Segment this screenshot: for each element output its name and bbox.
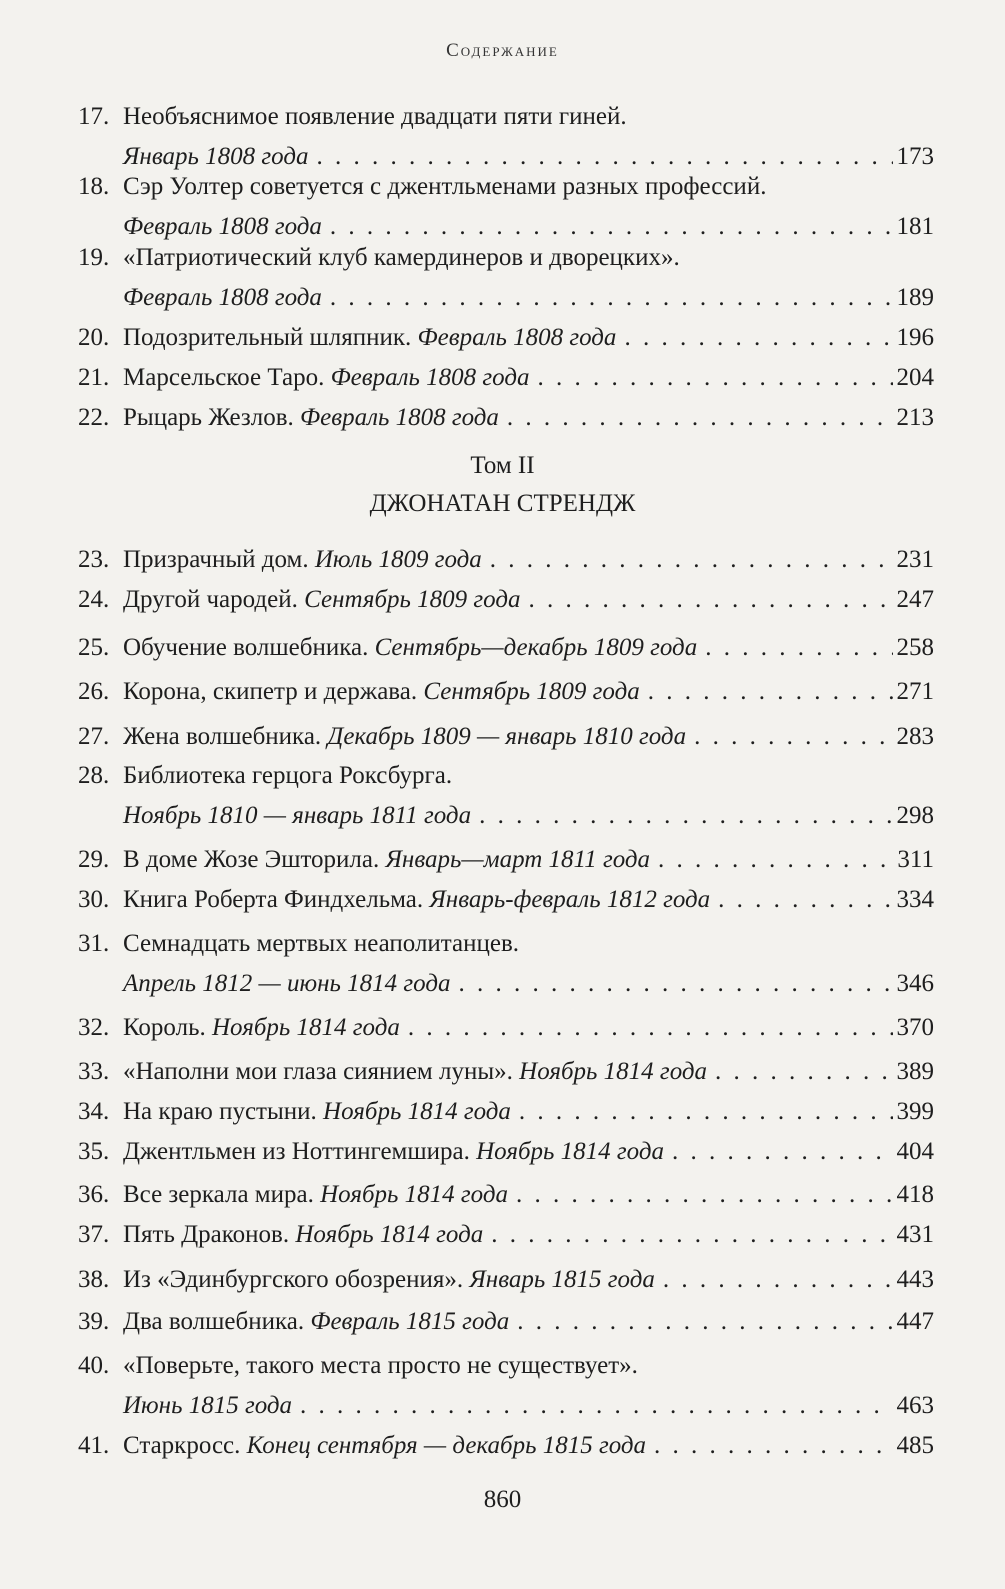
- entry-title: Сэр Уолтер советуется с джентльменами разных профессий.: [123, 173, 767, 200]
- toc-entry: [78, 398, 934, 438]
- dot-leader: [330, 278, 893, 318]
- entry-line: [78, 238, 934, 278]
- entry-date: Сентябрь 1809 года: [423, 678, 640, 705]
- toc-entry: [78, 1260, 934, 1300]
- entry-date: Сентябрь—декабрь 1809 года: [374, 634, 698, 661]
- toc-entry: [78, 672, 934, 712]
- entry-title: Старкросс.: [123, 1432, 241, 1459]
- entry-date: Февраль 1815 года: [310, 1308, 510, 1335]
- entry-date: Январь—март 1811 года: [385, 846, 651, 873]
- entry-title: Из «Эдинбургского обозрения».: [123, 1266, 464, 1293]
- entry-number: 18.: [78, 173, 110, 200]
- toc-entry: [78, 167, 934, 247]
- entry-page: 463: [896, 1392, 934, 1419]
- entry-title: Король.: [123, 1014, 206, 1041]
- entry-number: 24.: [78, 586, 110, 613]
- dot-leader: [648, 672, 893, 712]
- entry-number: 19.: [78, 244, 110, 271]
- entry-date: Ноябрь 1814 года: [211, 1014, 400, 1041]
- dot-leader: [491, 1215, 892, 1255]
- entry-number: 27.: [78, 723, 110, 750]
- entry-page: 258: [896, 634, 934, 661]
- entry-number: 22.: [78, 404, 110, 431]
- entry-number: 17.: [78, 103, 110, 130]
- entry-page: 370: [896, 1014, 934, 1041]
- dot-leader: [529, 580, 893, 620]
- toc-entry: [78, 756, 934, 836]
- entry-date: Июнь 1815 года: [123, 1392, 293, 1419]
- entry-date: Ноябрь 1814 года: [320, 1181, 508, 1208]
- entry-page: 271: [896, 678, 934, 705]
- dot-leader: [705, 628, 892, 668]
- entry-title: «Патриотический клуб камердинеров и дворецких».: [123, 244, 680, 271]
- dot-leader: [715, 1052, 892, 1092]
- dot-leader: [718, 880, 892, 920]
- toc-entry: [78, 580, 934, 620]
- running-header: Содержание: [446, 40, 559, 61]
- entry-date: Сентябрь 1809 года: [304, 586, 521, 613]
- entry-line: [78, 717, 934, 757]
- entry-title: «Поверьте, такого места просто не существует».: [123, 1352, 638, 1379]
- entry-title: Все зеркала мира.: [123, 1181, 314, 1208]
- entry-line: [78, 1092, 934, 1132]
- entry-page: 298: [896, 802, 934, 829]
- entry-date: Январь-февраль 1812 года: [429, 886, 711, 913]
- entry-title: Другой чародей.: [123, 586, 298, 613]
- entry-title: На краю пустыни.: [123, 1098, 317, 1125]
- entry-title: Обучение волшебника.: [123, 634, 369, 661]
- dot-leader: [694, 717, 892, 757]
- entry-date: Январь 1808 года: [123, 143, 309, 170]
- toc-entry: [78, 540, 934, 580]
- entry-date: Ноябрь 1814 года: [323, 1098, 511, 1125]
- entry-number: 25.: [78, 634, 110, 661]
- entry-number: 23.: [78, 546, 110, 573]
- dot-leader: [663, 1260, 893, 1300]
- entry-page: 485: [896, 1432, 934, 1459]
- entry-page: 213: [896, 404, 934, 431]
- toc-entry: [78, 1052, 934, 1092]
- dot-leader: [490, 540, 893, 580]
- dot-leader: [654, 1426, 892, 1466]
- toc-entry: [78, 717, 934, 757]
- entry-line: [78, 1386, 934, 1426]
- entry-line: [78, 278, 934, 318]
- entry-title: «Наполни мои глаза сиянием луны».: [123, 1058, 513, 1085]
- page-number: 860: [483, 1486, 522, 1513]
- entry-line: [78, 1260, 934, 1300]
- entry-line: [78, 398, 934, 438]
- dot-leader: [408, 1008, 893, 1048]
- entry-number: 20.: [78, 324, 110, 351]
- entry-line: [78, 964, 934, 1004]
- entry-number: 32.: [78, 1014, 110, 1041]
- entry-line: [78, 1008, 934, 1048]
- toc-entry: [78, 1346, 934, 1426]
- entry-line: [78, 1302, 934, 1342]
- entry-page: 181: [896, 213, 934, 240]
- entry-line: [78, 924, 934, 964]
- entry-page: 204: [896, 364, 934, 391]
- entry-line: [78, 1132, 934, 1172]
- entry-line: [78, 167, 934, 207]
- dot-leader: [624, 318, 892, 358]
- entry-number: 29.: [78, 846, 110, 873]
- entry-title: Жена волшебника.: [123, 723, 322, 750]
- entry-line: [78, 318, 934, 358]
- entry-date: Ноябрь 1814 года: [295, 1221, 484, 1248]
- entry-number: 28.: [78, 762, 110, 789]
- entry-line: [78, 1052, 934, 1092]
- entry-page: 283: [896, 723, 934, 750]
- toc-entry: [78, 628, 934, 668]
- toc-entry: [78, 1302, 934, 1342]
- entry-page: 311: [897, 846, 934, 873]
- entry-page: 389: [896, 1058, 934, 1085]
- entry-line: [78, 580, 934, 620]
- toc-entry: [78, 1426, 934, 1466]
- entry-number: 33.: [78, 1058, 110, 1085]
- entry-title: Семнадцать мертвых неаполитанцев.: [123, 930, 520, 957]
- entry-title: В доме Жозе Эшторила.: [123, 846, 380, 873]
- entry-line: [78, 1215, 934, 1255]
- entry-title: Корона, скипетр и держава.: [123, 678, 418, 705]
- entry-title: Призрачный дом.: [123, 546, 309, 573]
- entry-date: Декабрь 1809 — январь 1810 года: [327, 723, 687, 750]
- entry-line: [78, 840, 934, 880]
- entry-title: Библиотека герцога Роксбурга.: [123, 762, 453, 789]
- toc-entry: [78, 1215, 934, 1255]
- entry-line: [78, 1175, 934, 1215]
- dot-leader: [300, 1386, 892, 1426]
- entry-line: [78, 880, 934, 920]
- volume-label: Том II: [470, 452, 535, 479]
- toc-entry: [78, 97, 934, 177]
- entry-line: [78, 796, 934, 836]
- dot-leader: [672, 1132, 893, 1172]
- entry-number: 35.: [78, 1138, 110, 1165]
- entry-date: Февраль 1808 года: [300, 404, 499, 431]
- entry-page: 247: [896, 586, 934, 613]
- entry-date: Январь 1815 года: [469, 1266, 655, 1293]
- entry-date: Ноябрь 1814 года: [476, 1138, 664, 1165]
- dot-leader: [658, 840, 893, 880]
- toc-entry: [78, 358, 934, 398]
- entry-line: [78, 1346, 934, 1386]
- entry-date: Февраль 1808 года: [330, 364, 530, 391]
- entry-number: 30.: [78, 886, 110, 913]
- entry-page: 189: [896, 284, 934, 311]
- entry-title: Джентльмен из Ноттингемшира.: [123, 1138, 470, 1165]
- entry-line: [78, 540, 934, 580]
- entry-number: 34.: [78, 1098, 110, 1125]
- entry-title: Книга Роберта Финдхельма.: [123, 886, 424, 913]
- entry-page: 196: [896, 324, 934, 351]
- dot-leader: [507, 398, 893, 438]
- entry-page: 231: [896, 546, 934, 573]
- entry-page: 346: [896, 970, 934, 997]
- volume-title: ДЖОНАТАН СТРЕНДЖ: [369, 490, 636, 517]
- entry-page: 173: [896, 143, 934, 170]
- toc-entry: [78, 238, 934, 318]
- entry-number: 39.: [78, 1308, 110, 1335]
- entry-number: 26.: [78, 678, 110, 705]
- toc-entry: [78, 1175, 934, 1215]
- entry-date: Конец сентября — декабрь 1815 года: [246, 1432, 647, 1459]
- toc-entry: [78, 880, 934, 920]
- entry-date: Ноябрь 1814 года: [519, 1058, 708, 1085]
- entry-page: 447: [896, 1308, 934, 1335]
- toc-entry: [78, 318, 934, 358]
- entry-date: Февраль 1808 года: [417, 324, 617, 351]
- entry-page: 443: [896, 1266, 934, 1293]
- entry-line: [78, 628, 934, 668]
- entry-number: 31.: [78, 930, 110, 957]
- entry-line: [78, 358, 934, 398]
- entry-date: Апрель 1812 — июнь 1814 года: [123, 970, 451, 997]
- dot-leader: [517, 1302, 892, 1342]
- entry-title: Два волшебника.: [123, 1308, 305, 1335]
- entry-number: 21.: [78, 364, 110, 391]
- toc-entry: [78, 924, 934, 1004]
- entry-title: Рыцарь Жезлов.: [123, 404, 294, 431]
- dot-leader: [519, 1092, 893, 1132]
- entry-date: Ноябрь 1810 — январь 1811 года: [123, 802, 472, 829]
- entry-line: [78, 97, 934, 137]
- entry-title: Необъяснимое появление двадцати пяти гиней.: [123, 103, 627, 130]
- entry-date: Июль 1809 года: [314, 546, 482, 573]
- entry-page: 399: [896, 1098, 934, 1125]
- entry-page: 431: [896, 1221, 934, 1248]
- dot-leader: [537, 358, 892, 398]
- entry-title: Марсельское Таро.: [123, 364, 325, 391]
- entry-number: 37.: [78, 1221, 110, 1248]
- toc-entry: [78, 1008, 934, 1048]
- entry-line: [78, 672, 934, 712]
- entry-line: [78, 1426, 934, 1466]
- entry-number: 38.: [78, 1266, 110, 1293]
- entry-line: [78, 756, 934, 796]
- entry-number: 40.: [78, 1352, 110, 1379]
- entry-title: Подозрительный шляпник.: [123, 324, 412, 351]
- toc-entry: [78, 1092, 934, 1132]
- toc-entry: [78, 840, 934, 880]
- entry-page: 334: [896, 886, 934, 913]
- entry-date: Февраль 1808 года: [123, 213, 322, 240]
- entry-number: 36.: [78, 1181, 110, 1208]
- entry-number: 41.: [78, 1432, 110, 1459]
- toc-entry: [78, 1132, 934, 1172]
- dot-leader: [458, 964, 892, 1004]
- entry-page: 404: [896, 1138, 934, 1165]
- entry-date: Февраль 1808 года: [123, 284, 322, 311]
- dot-leader: [516, 1175, 893, 1215]
- dot-leader: [479, 796, 892, 836]
- entry-page: 418: [896, 1181, 934, 1208]
- entry-title: Пять Драконов.: [123, 1221, 290, 1248]
